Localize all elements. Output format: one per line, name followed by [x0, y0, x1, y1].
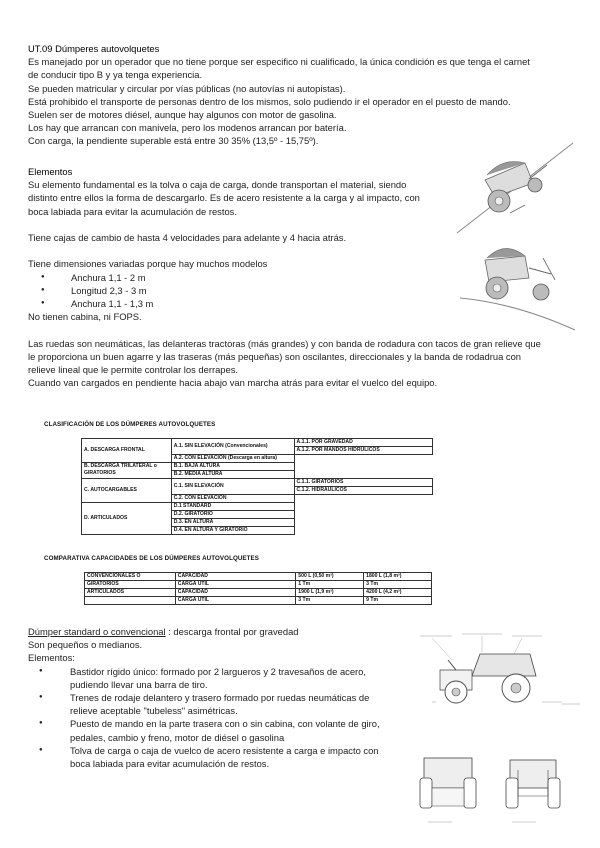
table-cell: CARGA ÚTIL: [175, 581, 296, 589]
table-cell: 3 Tm: [296, 597, 364, 605]
standard-heading: Dúmper standard o convencional: [28, 626, 166, 637]
table-cell: B. DESCARGA TRILATERAL o GIRATORIOS: [82, 463, 172, 479]
list-item: ● Anchura 1,1 - 1,3 m: [28, 297, 541, 310]
table-cell: 1800 L (1,8 m³): [364, 573, 432, 581]
dumper-front-back-drawing: [412, 748, 582, 828]
table-cell: 1 Tm: [296, 581, 364, 589]
intro-line: Está prohibido el transporte de personas dentro de los mismos, solo pudiendo ir el operador en el puesto de mando.: [28, 95, 511, 107]
table-cell: GIRATORIOS: [85, 581, 176, 589]
intro-line: Se pueden matricular y circular por vías públicas (no autovías ni autopistas).: [28, 82, 346, 94]
clasificacion-table: [81, 438, 433, 535]
table-cell: 500 L (0,50 m³): [296, 573, 364, 581]
table-cell: B.2. MEDIA ALTURA: [171, 471, 294, 479]
table-cell: A.2. CON ELEVACIÓN (Descarga en altura): [171, 455, 294, 463]
table-cell: C. AUTOCARGABLES: [82, 479, 172, 503]
standard-heading-suffix: : descarga frontal por gravedad: [168, 626, 299, 637]
table-cell: D.1 STANDARD: [171, 503, 294, 511]
table-cell: 1900 L (1,9 m³): [296, 589, 364, 597]
list-item: ● Trenes de rodaje delantero y trasero formado por ruedas neumáticas de relieve aceptable "tubeless" asimétricas.: [28, 691, 390, 717]
elementos-para4: No tienen cabina, ni FOPS.: [28, 311, 142, 323]
intro-section: [28, 42, 530, 148]
standard-line2: Elementos:: [28, 652, 75, 664]
list-item: ● Puesto de mando en la parte trasera con o sin cabina, con volante de giro, pedales, cambio y freno, motor de diésel o gasolina: [28, 717, 390, 743]
intro-line: Con carga, la pendiente superable está entre 30 35% (13,5º - 15,75º).: [28, 135, 319, 147]
table-cell: 3 Tm: [364, 581, 432, 589]
list-item: ● Anchura 1,1 - 2 m: [28, 271, 541, 284]
list-item: ● Bastidor rígido único: formado por 2 largueros y 2 travesaños de acero, pudiendo llevar una barra de tiro.: [28, 665, 390, 691]
dumper-diagram-drawing: [412, 630, 587, 712]
comparativa-table: [84, 572, 432, 605]
clasificacion-title: CLASIFICACIÓN DE LOS DÚMPERES AUTOVOLQUETES: [44, 421, 216, 428]
elementos-para5: Cuando van cargados en pendiente hacia abajo van marcha atrás para evitar el vuelco del equipo.: [28, 377, 438, 389]
table-cell: A. DESCARGA FRONTAL: [82, 439, 172, 463]
table-cell: 9 Tm: [364, 597, 432, 605]
table-cell: CAPACIDAD: [175, 573, 296, 581]
intro-line: Los hay que arrancan con manivela, pero los modenos arrancan por batería.: [28, 122, 347, 134]
intro-title: UT.09 Dúmperes autovolquetes: [28, 43, 160, 54]
table-cell: CAPACIDAD: [175, 589, 296, 597]
standard-section: [28, 625, 390, 770]
table-cell: D.3. EN ALTURA: [171, 519, 294, 527]
intro-line: Suelen ser de motores diésel, aunque hay algunos con motor de gasolina.: [28, 109, 337, 121]
intro-line: Es manejado por un operador que no tiene porque ser especifico ni cualificado, la única condición es que tenga el carnet: [28, 56, 530, 68]
table-cell: D.4. EN ALTURA Y GIRATORIO: [171, 527, 294, 535]
table-cell: C.1.2. HIDRÁULICOS: [294, 487, 432, 495]
table-cell: B.1. BAJA ALTURA: [171, 463, 294, 471]
comparativa-title: COMPARATIVA CAPACIDADES DE LOS DÚMPERES AUTOVOLQUETES: [44, 555, 259, 562]
dumper-on-slope-drawing-2: [455, 238, 580, 333]
table-cell: C.1.1. GIRATORIOS: [294, 479, 432, 487]
elementos-para1: boca labiada para evitar la acumulación de restos.: [28, 205, 237, 217]
table-cell: A.1.2. POR MANDOS HIDRÚLICOS: [294, 447, 432, 455]
table-cell: C.1. SIN ELEVACIÓN: [171, 479, 294, 495]
elementos-para5: Las ruedas son neumáticas, las delanteras tractoras (más grandes) y con banda de rodadura con tacos de gran relieve que: [28, 337, 541, 349]
elementos-para5: le proporciona un buen agarre y las traseras (más pequeñas) son oscilantes, direccionales y la banda de rodadrua con: [28, 350, 522, 362]
elementos-para2: Tiene cajas de cambio de hasta 4 velocidades para adelante y 4 hacia atrás.: [28, 232, 347, 244]
table-cell: A.1.1. POR GRAVEDAD: [294, 439, 432, 447]
standard-line1: Son pequeños o medianos.: [28, 639, 143, 651]
table-cell: [85, 597, 176, 605]
table-cell: A.1. SIN ELEVACIÓN (Convencionales): [171, 439, 294, 455]
list-item: ● Tolva de carga o caja de vuelco de acero resistente a carga e impacto con boca labiada para evitar acumulación de restos.: [28, 744, 390, 770]
dumper-on-slope-drawing: [455, 135, 580, 235]
elementos-heading: Elementos: [28, 166, 73, 177]
table-cell: D. ARTICULADOS: [82, 503, 172, 535]
intro-line: de conducir tipo B y ya tenga experiencia.: [28, 69, 203, 81]
table-cell: CONVENCIONALES O: [85, 573, 176, 581]
table-cell: 4200 L (4,2 m³): [364, 589, 432, 597]
elementos-para1: Su elemento fundamental es la tolva o caja de carga, donde transportan el material, siendo: [28, 179, 407, 191]
table-cell: CARGA ÚTIL: [175, 597, 296, 605]
standard-elements-list: [28, 665, 390, 771]
table-cell: C.2. CON ELEVACIÓN: [171, 495, 294, 503]
elementos-para3: Tiene dimensiones variadas porque hay muchos modelos: [28, 258, 268, 270]
elementos-para5: relieve lineal que le permite controlar los derrapes.: [28, 364, 239, 376]
table-cell: ARTICULADOS: [85, 589, 176, 597]
table-cell: D.2. GIRATORIO: [171, 511, 294, 519]
list-item: ● Longitud 2,3 - 3 m: [28, 284, 541, 297]
elementos-para1: distinto entre ellos la forma de descargarlo. Es de acero resistente a la carga y al impacto, con: [28, 192, 420, 204]
